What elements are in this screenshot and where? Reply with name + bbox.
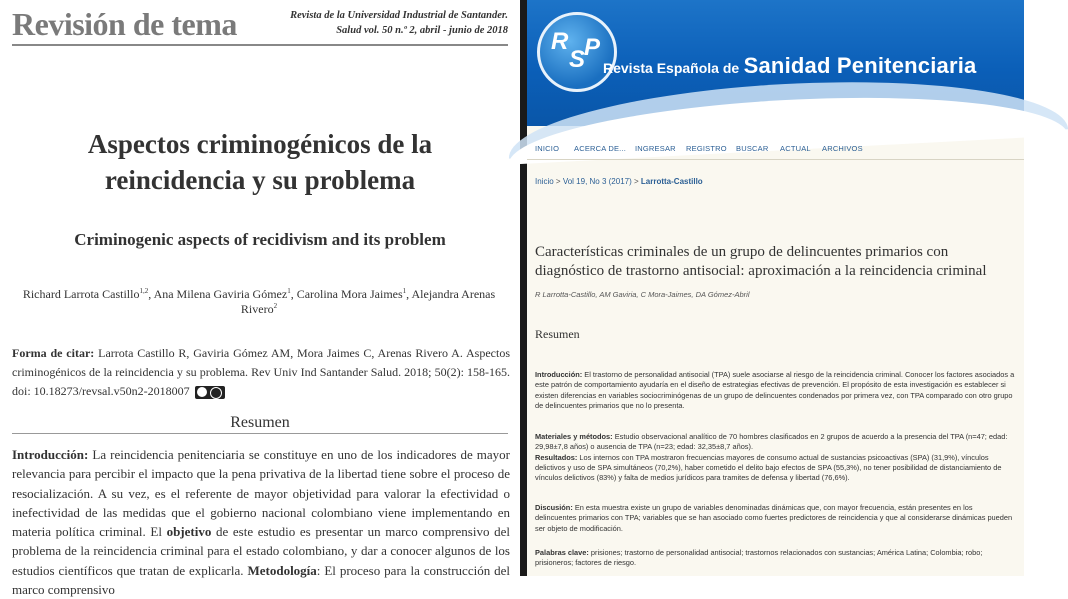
journal-volume-italic: Salud xyxy=(336,25,362,36)
site-banner xyxy=(527,0,1024,126)
author-name: Richard Larrota Castillo xyxy=(22,287,140,301)
intro-text-continued: de este estudio es presentar un marco comprensivo del problema de la reincidencia criminal para el estado colombiano, y dar a conocer algunos de los estudios científicos que tratan de explicarla. xyxy=(12,524,510,578)
breadcrumb-separator: > xyxy=(634,177,639,186)
site-name[interactable] xyxy=(603,53,976,79)
journal-name: Revista de la Universidad Industrial de Santander. xyxy=(290,10,508,21)
intro-text: La reincidencia penitenciaria se constituye en uno de los indicadores de mayor relevancia para percibir el impacto que la pena privativa de la libertad tiene sobre el proceso de resocialización. A su vez, es el referente de mayor objetividad para valorar la efectividad o inefectividad de las medidas que el gobierno nacional colombiano viene implementando en materia política criminal. El xyxy=(12,447,511,540)
nav-archivos[interactable]: ARCHIVOS xyxy=(822,144,863,153)
article-title: Aspectos criminogénicos de la reincidencia y su problema xyxy=(87,129,433,195)
panel-divider xyxy=(520,0,527,576)
keywords-text: prisiones; trastorno de personalidad antisocial; trastornos relacionados con sustancias; América Latina; Colombia; robo; prisioneros; factores de riesgo. xyxy=(535,548,983,568)
abstract-heading: Resumen xyxy=(230,414,290,431)
breadcrumb-home[interactable]: Inicio xyxy=(535,177,554,186)
intro-text: El trastorno de personalidad antisocial (TPA) suele asociarse al riesgo de la reincidencia criminal. Conocer los factores asociados a este patrón de comportamiento ayudaría en el diseño de estrategias efectivas de prevención. El propósito de esta investigación es establecer si existen diferencias en variables sociocriminógenas de un grupo de delincuentes condenados por primera vez, con TPA comparado con otro grupo de delincuentes primarios que no lo presenta. xyxy=(535,370,1015,410)
author-affiliation: 1 xyxy=(287,287,291,295)
journal-info xyxy=(278,8,508,38)
abstract-text xyxy=(12,445,510,599)
header-divider xyxy=(12,44,508,46)
breadcrumb xyxy=(535,177,703,186)
author-name: Ana Milena Gaviria Gómez xyxy=(153,287,288,301)
keywords-label: Palabras clave: xyxy=(535,548,589,557)
author-name: Alejandra Arenas Rivero xyxy=(240,287,496,316)
breadcrumb-separator: > xyxy=(555,177,561,186)
methods-text: Estudio observacional analítico de 70 hombres clasificados en 2 grupos de acuerdo a la presencia del TPA (n=47; edad: 29,98±7,8 años) o ausencia de TPA (n=23; edad: 32,35±8,7 años). xyxy=(535,432,1008,452)
intro-label: Introducción: xyxy=(535,370,583,379)
svg-text:S: S xyxy=(569,46,586,73)
journal-website xyxy=(527,0,1024,576)
methods-label: Materiales y métodos: xyxy=(535,432,613,441)
nav-actual[interactable]: ACTUAL xyxy=(780,144,811,153)
creative-commons-icon xyxy=(195,386,225,399)
author-affiliation: 2 xyxy=(273,302,278,310)
article-authors: R Larrotta-Castillo, AM Gaviria, C Mora-Jaimes, DA Gómez-Abril xyxy=(535,290,750,299)
author-list: Richard Larrota Castillo$^{1,2}$, Ana Milena Gaviria Gómez$^1$, Carolina Mora Jaimes$^1$, Alejandra Arenas Rivero$^2$ xyxy=(22,287,496,316)
breadcrumb-current[interactable]: Larrotta-Castillo xyxy=(640,177,703,186)
abstract-divider xyxy=(12,433,508,434)
journal-volume-rest: vol. 50 n.º 2, abril - junio de 2018 xyxy=(363,25,508,36)
journal-article-page xyxy=(0,0,520,598)
author-affiliation: 1,2 xyxy=(139,287,149,295)
article-title: Características criminales de un grupo de delincuentes primarios con diagnóstico de trastorno antisocial: aproximación a la reincidencia criminal xyxy=(535,244,987,279)
discussion-label: Discusión: xyxy=(535,503,573,512)
author-affiliation: 1 xyxy=(402,287,407,295)
abstract-keywords xyxy=(535,548,1015,569)
citation-block xyxy=(12,344,510,401)
nav-acerca-de[interactable]: ACERCA DE... xyxy=(574,144,626,153)
results-label: Resultados: xyxy=(535,452,578,462)
methodology-label: Metodología xyxy=(247,562,317,578)
svg-text:R: R xyxy=(551,28,569,55)
article-title-english: Criminogenic aspects of recidivism and its problem xyxy=(74,230,446,249)
abstract-discussion xyxy=(535,503,1015,534)
nav-buscar[interactable]: BUSCAR xyxy=(736,144,769,153)
results-text: Los internos con TPA mostraron frecuencias mayores de consumo actual de sustancias psicoactivas (SPA) (31,9%), vínculos delictivos y uso de SPA simultáneos (70,2%), haber cometido el delito bajo efectos de SPA (55,3%), no tener posibilidad de distanciamiento de vínculos delictivos (83%) y falta de medios jurídicos para tramites de defensa y libertad (76,6%). xyxy=(535,452,1002,483)
abstract-methods-results xyxy=(535,432,1015,483)
abstract-introduction xyxy=(535,370,1015,411)
section-header: Revisión de tema xyxy=(12,6,237,42)
site-name-main: Sanidad Penitenciaria xyxy=(743,53,977,78)
svg-text:P: P xyxy=(584,34,601,61)
nav-registro[interactable]: REGISTRO xyxy=(686,144,727,153)
nav-ingresar[interactable]: INGRESAR xyxy=(635,144,676,153)
discussion-text: En esta muestra existe un grupo de variables denominadas dinámicas que, con mayor frecuencia, están presentes en los delincuentes primarios con TPA; variables que se han asociado como fuertes predictores de reincidencia y que al considerarse dinámicas pueden ser objeto de modificación. xyxy=(535,503,1013,533)
nav-inicio[interactable]: INICIO xyxy=(535,144,560,153)
rsp-logo-icon[interactable] xyxy=(537,12,617,92)
main-nav xyxy=(527,136,1024,160)
breadcrumb-issue[interactable]: Vol 19, No 3 (2017) xyxy=(562,177,632,186)
methodology-text: : El proceso para la construcción del marco comprensivo xyxy=(12,562,511,598)
journal-volume xyxy=(278,23,508,38)
objective-label: objetivo xyxy=(166,524,212,540)
author-name: Carolina Mora Jaimes xyxy=(296,287,403,301)
abstract-heading: Resumen xyxy=(535,327,580,341)
citation-text: Larrota Castillo R, Gaviria Gómez AM, Mora Jaimes C, Arenas Rivero A. Aspectos criminogénicos de la reincidencia y su problema. Rev Univ Ind Santander Salud. 2018; 50(2): 158-165. doi: 10.18273/revsal.v50n2-2018007 xyxy=(12,346,510,398)
citation-label: Forma de citar: xyxy=(12,346,95,360)
intro-label: Introducción: xyxy=(12,447,89,462)
site-name-prefix: Revista Española de xyxy=(603,60,740,76)
